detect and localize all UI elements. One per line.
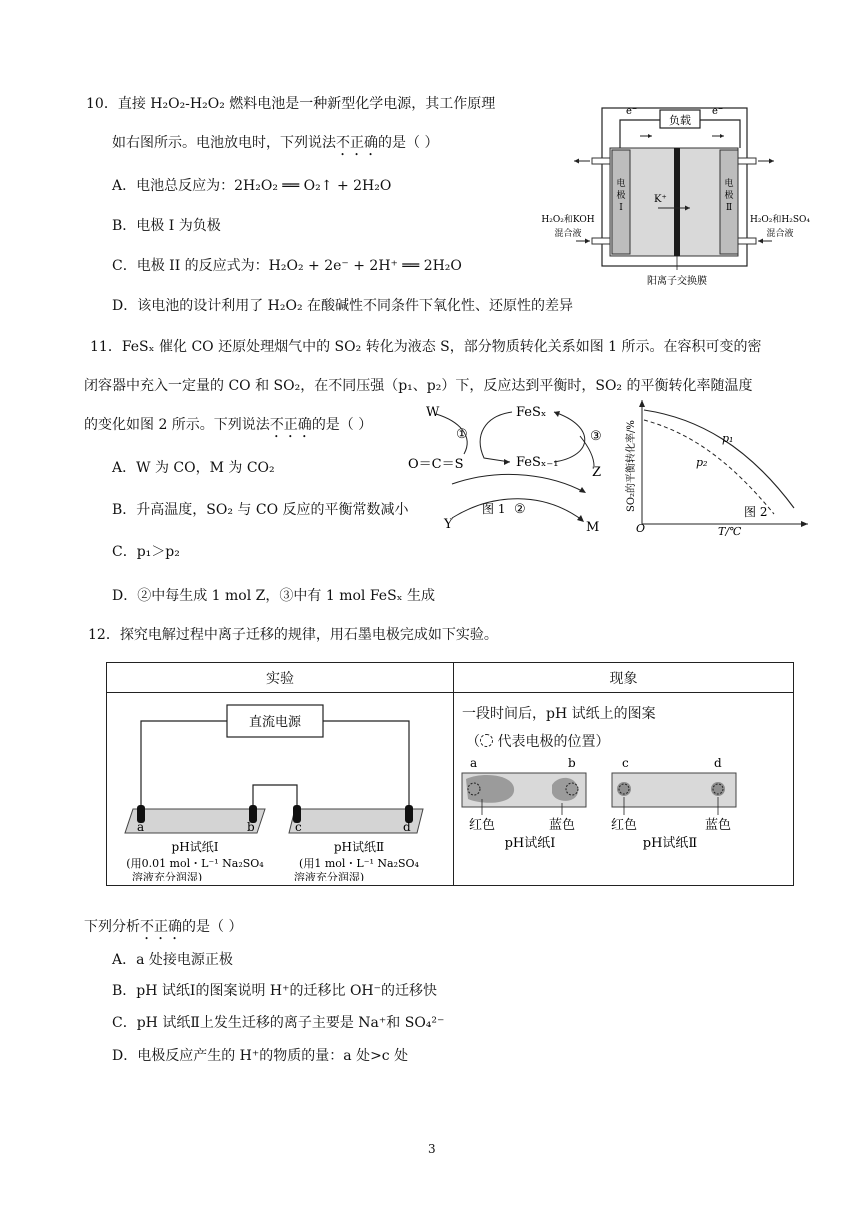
q10-option-c: C．电极 II 的反应式为：H₂O₂ + 2e⁻ + 2H⁺ ══ 2H₂O [112, 258, 462, 274]
step-3-marker: ③ [590, 429, 602, 444]
cation-exchange-membrane [674, 148, 680, 256]
q11-option-d: D．②中每生成 1 mol Z，③中有 1 mol FeSₓ 生成 [112, 588, 436, 604]
label-z: Z [592, 465, 602, 480]
electrode-2 [720, 150, 738, 254]
experiment-table [106, 662, 794, 886]
result-label-b: b [568, 756, 576, 770]
observation-line-1: 一段时间后，pH 试纸上的图案 [462, 706, 656, 722]
load-label: 负载 [669, 114, 691, 127]
k-ion-label: K⁺ [654, 194, 667, 205]
paper-2-note-2: 溶液充分润湿) [293, 871, 365, 881]
label-ocs: O＝C＝S [408, 457, 464, 472]
q11-option-c: C．p₁＞p₂ [112, 544, 180, 560]
q11-figure-2 [618, 396, 814, 536]
label-m: M [586, 520, 600, 535]
series-p2-line [644, 420, 774, 514]
paper-2-blue-label: 蓝色 [704, 818, 732, 833]
x-axis-label: T/℃ [718, 525, 742, 536]
paper-1-note-2: 溶液充分润湿) [131, 871, 203, 881]
header-experiment: 实验 [107, 663, 454, 693]
paper-2-note-1: (用1 mol・L⁻¹ Na₂SO₄ [299, 857, 419, 870]
blue-region-1 [552, 778, 578, 801]
label-y: Y [444, 517, 453, 532]
experiment-setup-cell [107, 693, 454, 886]
step-1-marker: ① [456, 427, 468, 442]
paper-1-blue-label: 蓝色 [548, 818, 576, 833]
origin-label: O [636, 522, 646, 535]
paper-1-result-label: pH试纸Ⅰ [504, 836, 556, 851]
figure-2-caption: 图 2 [744, 505, 768, 519]
ph-paper-results [454, 755, 794, 879]
q12-option-d: D．电极反应产生的 H⁺的物质的量：a 处>c 处 [112, 1048, 409, 1064]
label-w: W [426, 405, 440, 420]
electron-left-label: e⁻ [626, 106, 638, 117]
q11-stem-line1: 11．FeSₓ 催化 CO 还原处理烟气中的 SO₂ 转化为液态 S，部分物质转化关系如图 1 所示。在容积可变的密 [90, 339, 762, 355]
left-feed-label-2: 混合液 [554, 229, 582, 239]
q12-option-c: C．pH 试纸Ⅱ上发生迁移的离子主要是 Na⁺和 SO₄²⁻ [112, 1015, 445, 1031]
result-label-d: d [714, 756, 722, 770]
result-label-a: a [470, 756, 478, 770]
result-label-c: c [622, 756, 629, 770]
ph-paper-1 [125, 809, 265, 833]
q11-stem-line2: 闭容器中充入一定量的 CO 和 SO₂，在不同压强（p₁、p₂）下，反应达到平衡时，SO₂ 的平衡转化率随温度 [84, 378, 753, 394]
electrode-1 [612, 150, 630, 254]
figure-1-caption: 图 1 [482, 502, 506, 516]
q12-option-b: B．pH 试纸Ⅰ的图案说明 H⁺的迁移比 OH⁻的迁移快 [112, 983, 438, 999]
dc-power-label: 直流电源 [248, 715, 302, 730]
q11-stem-line3: 的变化如图 2 所示。下列说法不正确的是（ ） [84, 417, 373, 433]
electrode-1-label: 电极 Ⅰ [616, 179, 626, 213]
electrolysis-setup-diagram [107, 693, 453, 881]
fuel-cell-diagram [540, 98, 820, 290]
y-axis-label: SO₂的平衡转化率/% [626, 420, 637, 512]
q10-stem-line1: 10．直接 H₂O₂-H₂O₂ 燃料电池是一种新型化学电源，其工作原理 [86, 96, 496, 112]
label-b: b [247, 820, 255, 834]
q10-option-d: D．该电池的设计利用了 H₂O₂ 在酸碱性不同条件下氧化性、还原性的差异 [112, 298, 574, 314]
page-number: 3 [428, 1142, 436, 1156]
phenomenon-cell [454, 693, 794, 886]
q12-stem: 12．探究电解过程中离子迁移的规律，用石墨电极完成如下实验。 [88, 627, 498, 643]
series-p2-label: p₂ [696, 456, 708, 469]
q11-option-a: A．W 为 CO，M 为 CO₂ [112, 460, 275, 476]
paper-1-label: pH试纸Ⅰ [171, 840, 219, 854]
q10-stem-line2: 如右图所示。电池放电时，下列说法不正确的是（ ） [112, 135, 439, 151]
series-p1-label: p₁ [722, 432, 734, 445]
q12-option-a: A．a 处接电源正极 [112, 952, 233, 968]
q10-option-b: B．电极 I 为负极 [112, 218, 221, 234]
label-fesx-1: FeSₓ₋₁ [516, 455, 559, 470]
electrode-2-label: 电极 Ⅱ [724, 179, 734, 213]
label-a: a [137, 820, 145, 834]
q11-figure-1 [404, 396, 614, 536]
label-fesx: FeSₓ [516, 405, 547, 420]
left-feed-label-1: H₂O₂和KOH [541, 215, 595, 225]
paper-2-red-label: 红色 [610, 818, 638, 833]
step-2-marker: ② [514, 502, 526, 517]
paper-1-red-label: 红色 [468, 818, 496, 833]
right-feed-label-1: H₂O₂和H₂SO₄ [749, 215, 811, 225]
header-phenomenon: 现象 [454, 663, 794, 693]
membrane-label: 阳离子交换膜 [647, 276, 707, 287]
label-d: d [403, 820, 411, 834]
paper-2-result-label: pH试纸Ⅱ [642, 836, 698, 851]
electrode-position-icon [480, 734, 493, 747]
paper-1-note-1: (用0.01 mol・L⁻¹ Na₂SO₄ [126, 857, 264, 870]
electron-right-label: e⁻ [712, 106, 724, 117]
label-c: c [295, 820, 302, 834]
paper-2-label: pH试纸Ⅱ [333, 840, 385, 854]
observation-line-2: （ 代表电极的位置） [466, 734, 610, 750]
q11-option-b: B．升高温度，SO₂ 与 CO 反应的平衡常数减小 [112, 502, 409, 518]
q10-option-a: A．电池总反应为：2H₂O₂ ══ O₂↑ + 2H₂O [112, 178, 392, 194]
right-feed-label-2: 混合液 [766, 229, 794, 239]
q12-followup: 下列分析不正确的是（ ） [84, 919, 243, 935]
